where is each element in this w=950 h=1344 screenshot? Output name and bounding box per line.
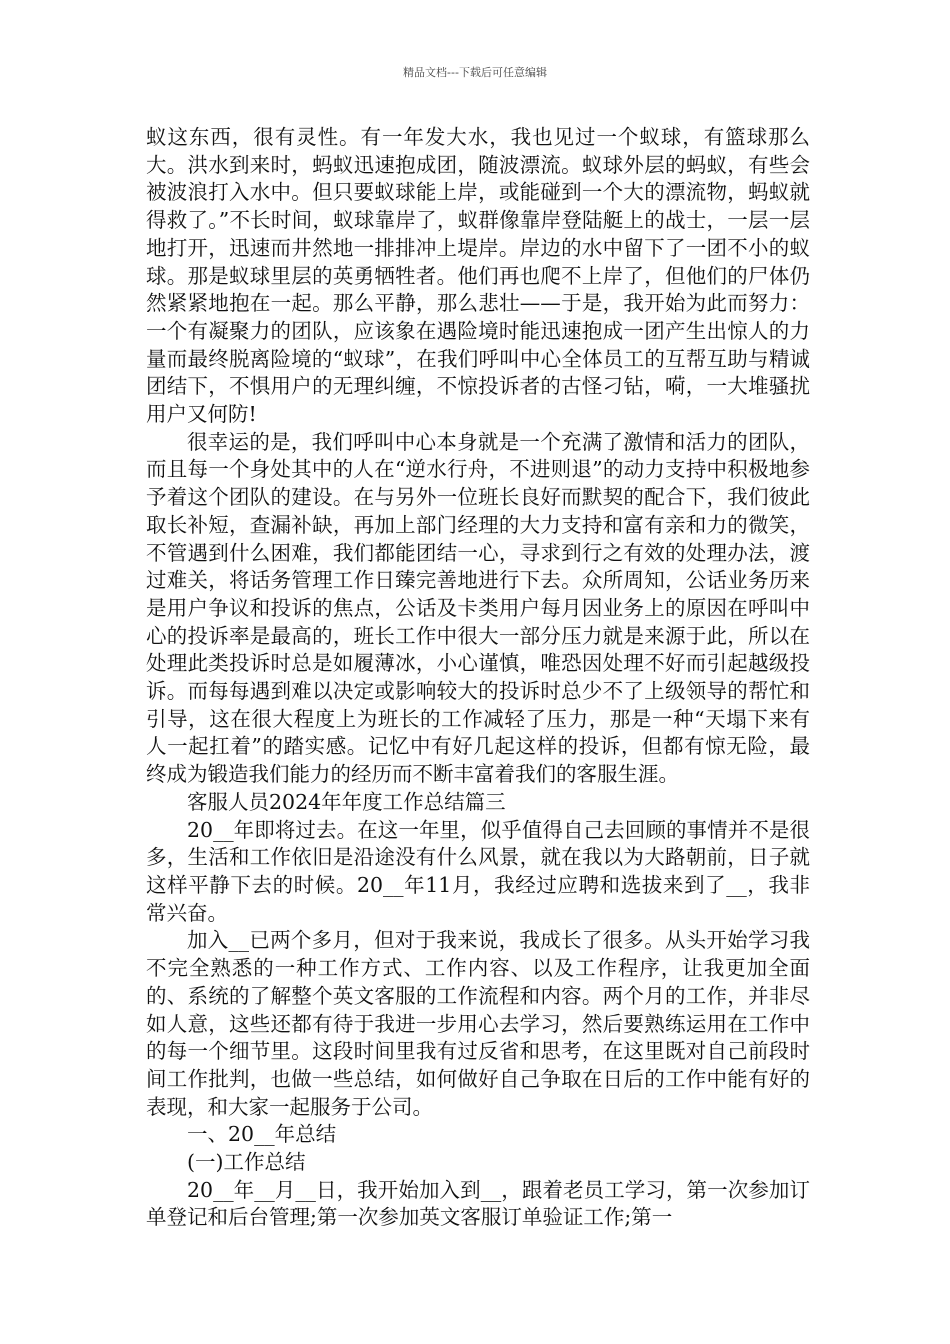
- paragraph-year-intro: 20__年即将过去。在这一年里，似乎值得自己去回顾的事情并不是很多，生活和工作依旧是沿途没有什么风景，就在我以为大路朝前，日子就这样平静下去的时候。20__年11月，我经过应聘和选拔来到了__，我非常兴奋。: [146, 817, 810, 925]
- paragraph-work-start: 20__年__月__日，我开始加入到__，跟着老员工学习，第一次参加订单登记和后台管理;第一次参加英文客服订单验证工作;第一: [146, 1177, 810, 1230]
- page-header: 精品文档---下载后可任意编辑: [403, 66, 547, 79]
- paragraph-joining: 加入__已两个多月，但对于我来说，我成长了很多。从头开始学习我不完全熟悉的一种工作方式、工作内容、以及工作程序，让我更加全面的、系统的了解整个英文客服的工作流程和内容。两个月的工作，并非尽如人意，这些还都有待于我进一步用心去学习，然后要熟练运用在工作中的每一个细节里。这段时间里我有过反省和思考，在这里既对自己前段时间工作批判，也做一些总结，如何做好自己争取在日后的工作中能有好的表现，和大家一起服务于公司。: [146, 928, 810, 1119]
- heading-work-summary: (一)工作总结: [187, 1150, 306, 1175]
- paragraph-ant-ball: 蚁这东西，很有灵性。有一年发大水，我也见过一个蚁球，有篮球那么大。洪水到来时，蚂蚁迅速抱成团，随波漂流。蚁球外层的蚂蚁，有些会被波浪打入水中。但只要蚁球能上岸，或能碰到一个大的漂流物，蚂蚁就得救了。”不长时间，蚁球靠岸了，蚁群像靠岸登陆艇上的战士，一层一层地打开，迅速而井然地一排排冲上堤岸。岸边的水中留下了一团不小的蚁球。那是蚁球里层的英勇牺牲者。他们再也爬不上岸了，但他们的尸体仍然紧紧地抱在一起。那么平静，那么悲壮——于是，我开始为此而努力：一个有凝聚力的团队，应该象在遇险境时能迅速抱成一团产生出惊人的力量而最终脱离险境的“蚁球”，在我们呼叫中心全体员工的互帮互助与精诚团结下，不惧用户的无理纠缠，不惊投诉者的古怪刁钻，嗬，一大堆骚扰用户又何防!: [146, 125, 810, 427]
- paragraph-team-support: 很幸运的是，我们呼叫中心本身就是一个充满了激情和活力的团队，而且每一个身处其中的人在“逆水行舟，不进则退”的动力支持中积极地参予着这个团队的建设。在与另外一位班长良好而默契的配合下，我们彼此取长补短，查漏补缺，再加上部门经理的大力支持和富有亲和力的微笑，不管遇到什么困难，我们都能团结一心，寻求到行之有效的处理办法，渡过难关，将话务管理工作日臻完善地进行下去。众所周知，公话业务历来是用户争议和投诉的焦点，公话及卡类用户每月因业务上的原因在呼叫中心的投诉率是最高的，班长工作中很大一部分压力就是来源于此，所以在处理此类投诉时总是如履薄冰，小心谨慎，唯恐因处理不好而引起越级投诉。而每每遇到难以决定或影响较大的投诉时总少不了上级领导的帮忙和引导，这在很大程度上为班长的工作减轻了压力，那是一种“天塌下来有人一起扛着”的踏实感。记忆中有好几起这样的投诉，但都有惊无险，最终成为锻造我们能力的经历而不断丰富着我们的客服生涯。: [146, 429, 810, 787]
- section-title-part-three: 客服人员2024年年度工作总结篇三: [187, 789, 506, 814]
- document-body: [146, 124, 810, 1232]
- heading-year-summary: 一、20__年总结: [187, 1122, 337, 1147]
